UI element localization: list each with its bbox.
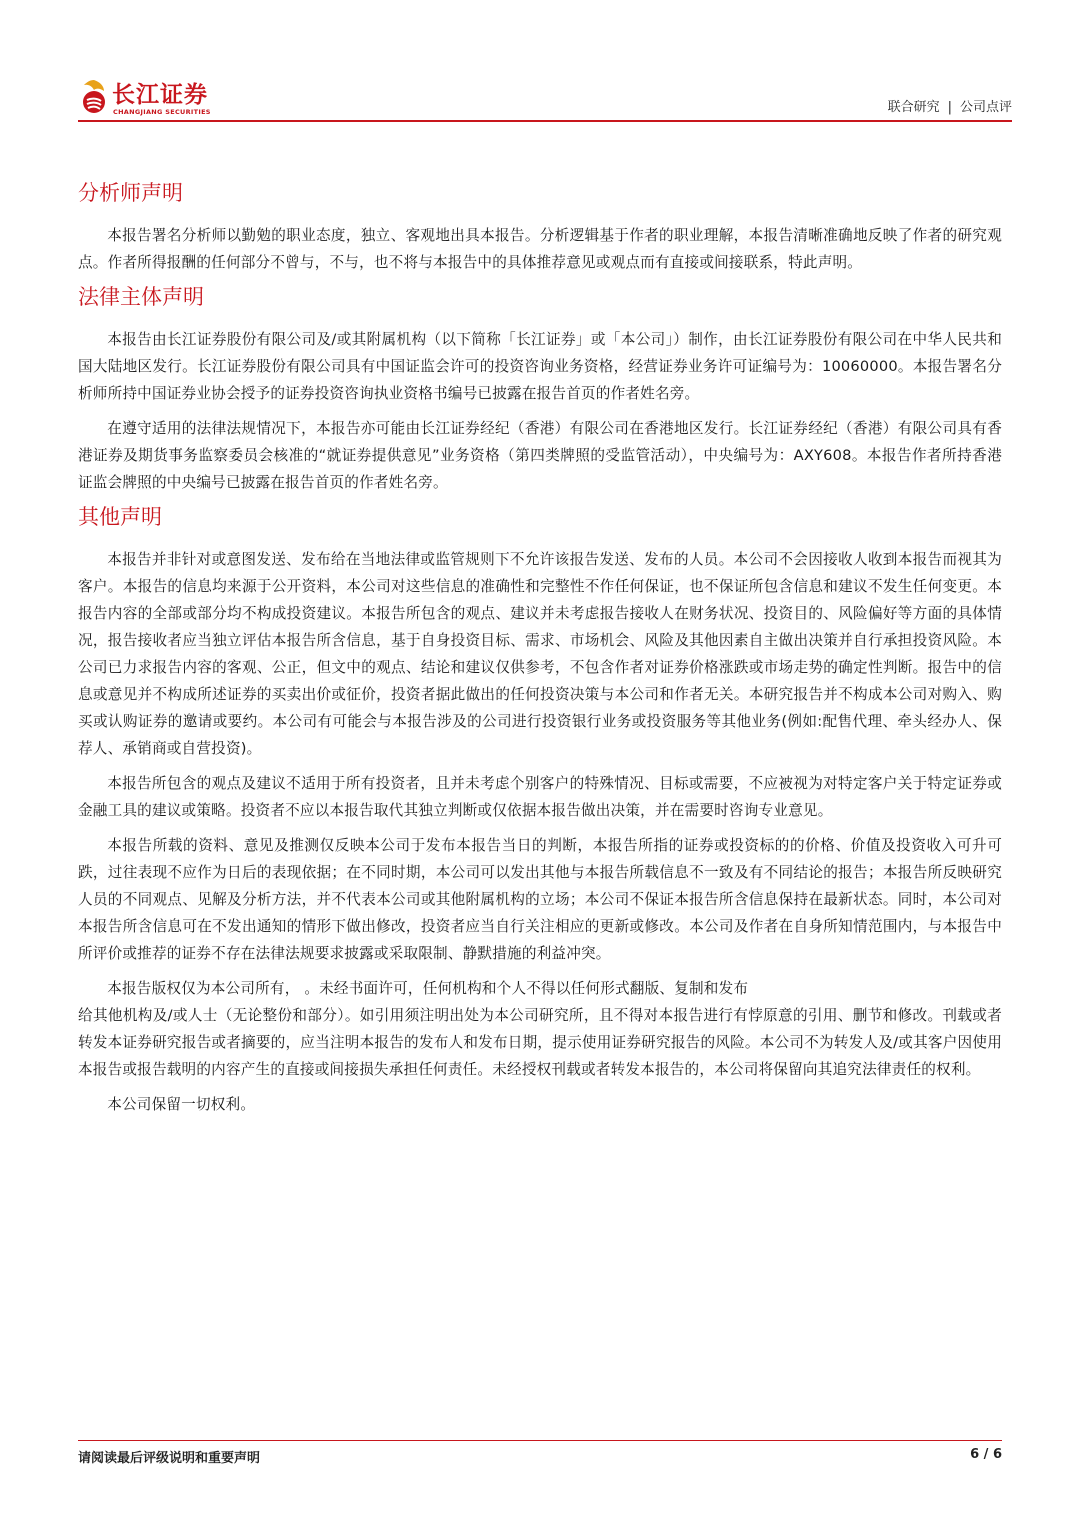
logo-english-name: CHANGJIANG SECURITIES — [113, 108, 211, 116]
footer-notice: 请阅读最后评级说明和重要声明 — [78, 1451, 261, 1466]
page-header — [78, 72, 1012, 122]
other-paragraph-1: 本报告并非针对或意图发送、发布给在当地法律或监管规则下不允许该报告发送、发布的人员。本公司不会因接收人收到本报告而视其为客户。本报告的信息均来源于公开资料，本公司对这些信息的准确性和完整性不作任何保证，也不保证所包含信息和建议不发生任何变更。本报告内容的全部或部分均不构成投资建议。本报告所包含的观点、建议并未考虑报告接收人在财务状况、投资目的、风险偏好等方面的具体情况，报告接收者应当独立评估本报告所含信息，基于自身投资目标、需求、市场机会、风险及其他因素自主做出决策并自行承担投资风险。本公司已力求报告内容的客观、公正，但文中的观点、结论和建议仅供参考，不包含作者对证券价格涨跌或市场走势的确定性判断。报告中的信息或意见并不构成所述证券的买卖出价或征价，投资者据此做出的任何投资决策与本公司和作者无关。本研究报告并不构成本公司对购入、购买或认购证券的邀请或要约。本公司有可能会与本报告涉及的公司进行投资银行业务或投资服务等其他业务(例如:配售代理、牵头经办人、保荐人、承销商或自营投资)。 — [78, 551, 1002, 757]
disclaimer-body — [78, 176, 1002, 1118]
analyst-paragraph: 本报告署名分析师以勤勉的职业态度，独立、客观地出具本报告。分析逻辑基于作者的职业理解，本报告清晰准确地反映了作者的研究观点。作者所得报酬的任何部分不曾与，不与，也不将与本报告中的具体推荐意见或观点而有直接或间接联系，特此声明。 — [78, 227, 1002, 271]
header-category — [888, 96, 1012, 115]
logo-chinese-name: 长江证券 — [112, 82, 208, 108]
footer-divider — [78, 1440, 1002, 1441]
other-statement-section — [78, 500, 1002, 1118]
report-category: 联合研究 — [887, 100, 940, 115]
company-logo — [78, 76, 228, 120]
logo-emblem-icon — [78, 78, 110, 116]
header-divider — [78, 120, 1012, 122]
page-number: 6 / 6 — [970, 1447, 1002, 1462]
analyst-statement-section — [78, 176, 1002, 276]
legal-paragraph-1: 本报告由长江证券股份有限公司及/或其附属机构（以下简称「长江证券」或「本公司」）制作，由长江证券股份有限公司在中华人民共和国大陆地区发行。长江证券股份有限公司具有中国证监会许可的投资咨询业务资格，经营证券业务许可证编号为：10060000。本报告署名分析师所持中国证券业协会授予的证券投资咨询执业资格书编号已披露在报告首页的作者姓名旁。 — [78, 331, 1002, 402]
legal-entity-section — [78, 280, 1002, 496]
copyright-line-1: 本报告版权仅为本公司所有， 。未经书面许可，任何机构和个人不得以任何形式翻版、复制和发布 — [107, 980, 749, 997]
legal-paragraph-2: 在遵守适用的法律法规情况下，本报告亦可能由长江证券经纪（香港）有限公司在香港地区发行。长江证券经纪（香港）有限公司具有香港证券及期货事务监察委员会核准的“就证券提供意见”业务资格（第四类牌照的受监管活动），中央编号为：AXY608。本报告作者所持香港证监会牌照的中央编号已披露在报告首页的作者姓名旁。 — [78, 420, 1002, 491]
section-title-analyst: 分析师声明 — [78, 181, 183, 205]
copyright-paragraph — [78, 975, 1002, 1083]
other-paragraph-2: 本报告所包含的观点及建议不适用于所有投资者，且并未考虑个别客户的特殊情况、目标或需要，不应被视为对特定客户关于特定证券或金融工具的建议或策略。投资者不应以本报告取代其独立判断或仅依据本报告做出决策，并在需要时咨询专业意见。 — [78, 775, 1002, 819]
section-title-other: 其他声明 — [78, 505, 162, 529]
report-type: 公司点评 — [959, 100, 1012, 115]
section-title-legal: 法律主体声明 — [78, 285, 204, 309]
copyright-line-2: 给其他机构及/或人士（无论整份和部分）。如引用须注明出处为本公司研究所，且不得对本报告进行有悖原意的引用、删节和修改。刊载或者转发本证券研究报告或者摘要的，应当注明本报告的发布人和发布日期，提示使用证券研究报告的风险。本公司不为转发人及/或其客户因使用本报告或报告载明的内容产生的直接或间接损失承担任何责任。未经授权刊载或者转发本报告的，本公司将保留向其追究法律责任的权利。 — [78, 1007, 1002, 1078]
header-separator: | — [947, 100, 952, 115]
other-paragraph-3: 本报告所载的资料、意见及推测仅反映本公司于发布本报告当日的判断，本报告所指的证券或投资标的的价格、价值及投资收入可升可跌，过往表现不应作为日后的表现依据；在不同时期，本公司可以发出其他与本报告所载信息不一致及有不同结论的报告；本报告所反映研究人员的不同观点、见解及分析方法，并不代表本公司或其他附属机构的立场；本公司不保证本报告所含信息保持在最新状态。同时，本公司对本报告所含信息可在不发出通知的情形下做出修改，投资者应当自行关注相应的更新或修改。本公司及作者在自身所知情范围内，与本报告中所评价或推荐的证券不存在法律法规要求披露或采取限制、静默措施的利益冲突。 — [78, 837, 1002, 962]
rights-reserved: 本公司保留一切权利。 — [107, 1096, 256, 1113]
